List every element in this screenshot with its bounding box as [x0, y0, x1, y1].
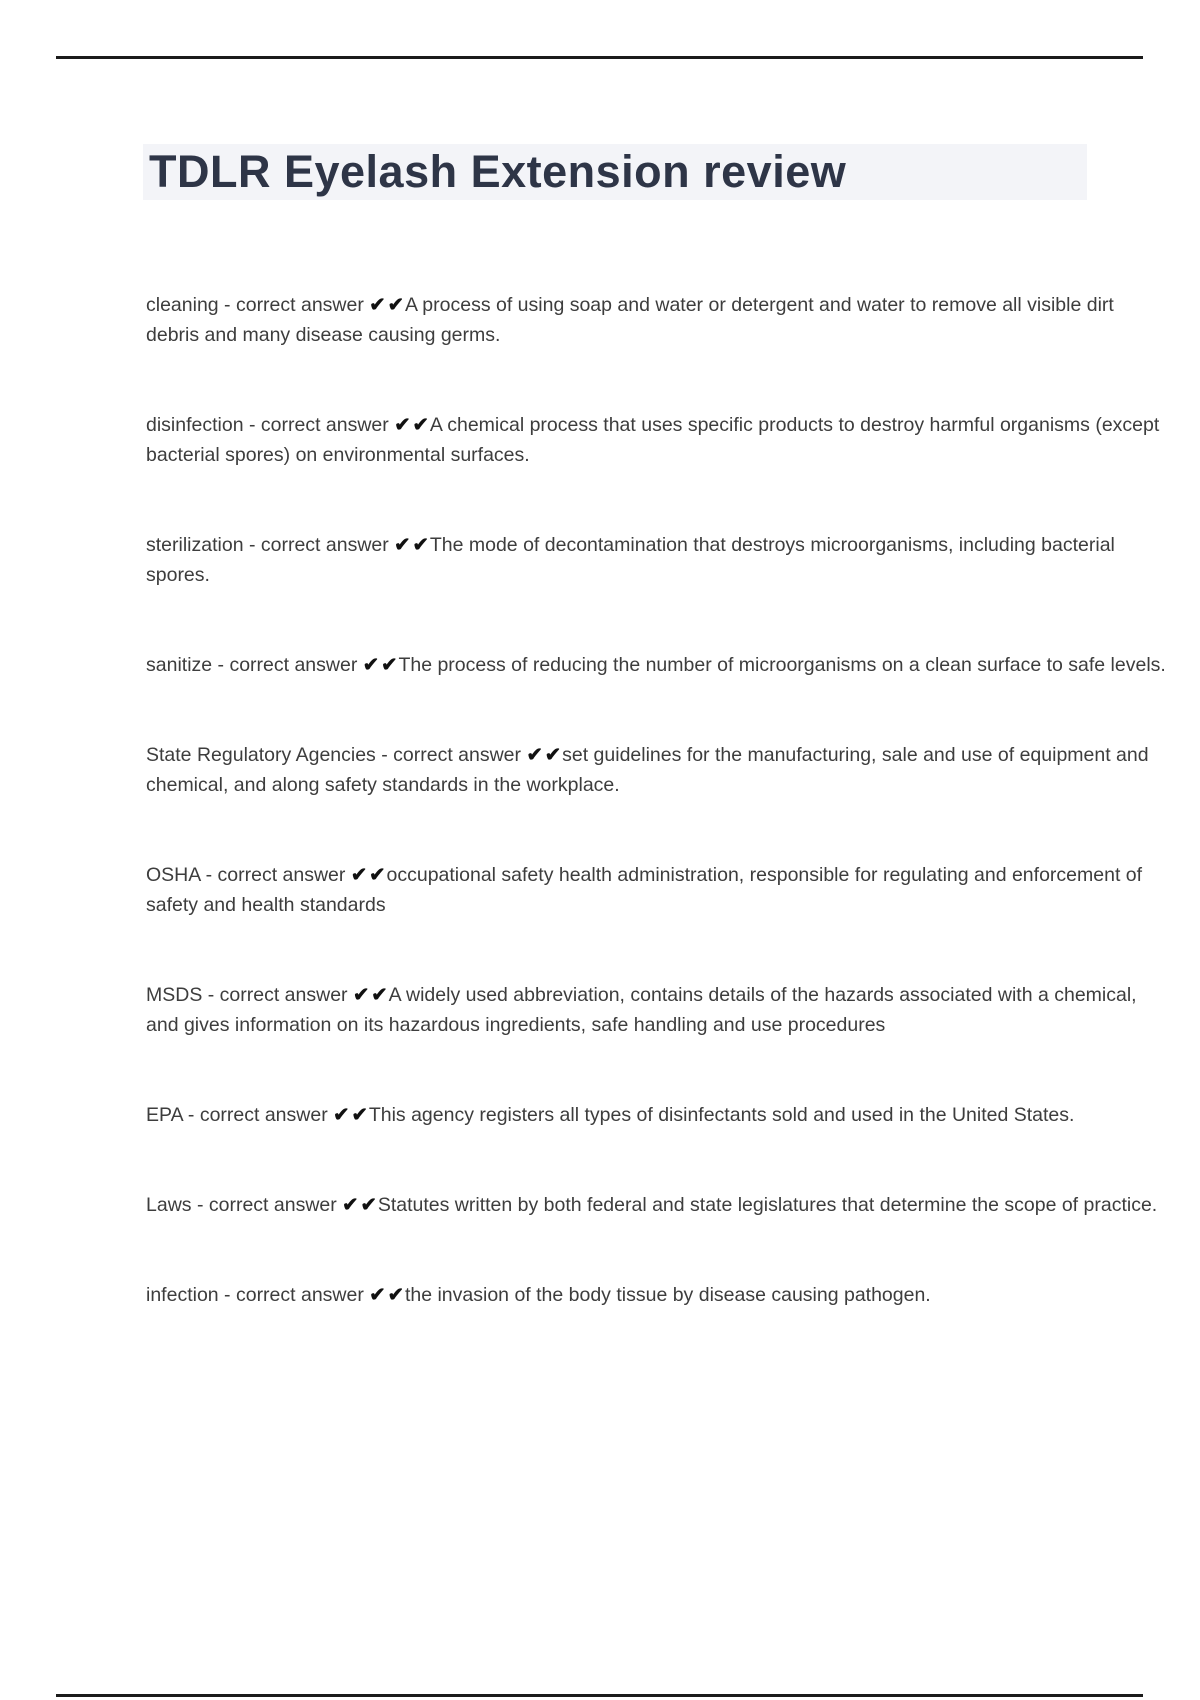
definition-text: the invasion of the body tissue by disease causing pathogen.: [404, 1284, 931, 1306]
checkmarks: ✔✔: [352, 984, 390, 1006]
qa-item: [146, 980, 1166, 1040]
definition-text: occupational safety health administration, responsible for regulating and enforcement of safety and health standards: [146, 864, 1143, 916]
term-text: OSHA: [146, 864, 201, 886]
separator-text: - correct answer: [191, 1194, 343, 1216]
checkmarks: ✔✔: [369, 1284, 406, 1306]
qa-item: [146, 860, 1166, 920]
term-text: MSDS: [146, 984, 203, 1006]
qa-item: [146, 1280, 1166, 1310]
separator-text: - correct answer: [218, 294, 370, 316]
checkmarks: ✔✔: [394, 414, 431, 436]
separator-text: - correct answer: [182, 1104, 334, 1126]
separator-text: - correct answer: [218, 1284, 370, 1306]
page-title: TDLR Eyelash Extension review: [143, 144, 1087, 200]
term-text: sanitize: [146, 654, 213, 676]
checkmarks: ✔✔: [369, 294, 406, 316]
term-text: Laws: [146, 1194, 192, 1216]
term-text: disinfection: [146, 414, 244, 436]
qa-item: [146, 530, 1166, 590]
definition-text: This agency registers all types of disinfectants sold and used in the United States.: [368, 1104, 1075, 1126]
definition-text: A chemical process that uses specific products to destroy harmful organisms (except bacterial spores) on environmental surfaces.: [146, 414, 1160, 466]
separator-text: - correct answer: [243, 534, 395, 556]
term-text: cleaning: [146, 294, 219, 316]
qa-list: [146, 290, 1166, 1370]
checkmarks: ✔✔: [333, 1104, 370, 1126]
checkmarks: ✔✔: [350, 864, 388, 886]
footer-rule: [56, 1694, 1143, 1697]
definition-text: The process of reducing the number of microorganisms on a clean surface to safe levels.: [398, 654, 1166, 676]
definition-text: A widely used abbreviation, contains details of the hazards associated with a chemical, and gives information on its hazardous ingredients, safe handling and use procedures: [146, 984, 1137, 1036]
qa-item: [146, 1190, 1166, 1220]
term-text: State Regulatory Agencies: [146, 744, 376, 766]
qa-item: [146, 410, 1166, 470]
separator-text: - correct answer: [375, 744, 527, 766]
qa-item: [146, 650, 1166, 680]
checkmarks: ✔✔: [362, 654, 400, 676]
checkmarks: ✔✔: [342, 1194, 379, 1216]
definition-text: The mode of decontamination that destroys microorganisms, including bacterial spores.: [146, 534, 1115, 586]
separator-text: - correct answer: [243, 414, 395, 436]
qa-item: [146, 740, 1166, 800]
qa-item: [146, 290, 1166, 350]
definition-text: A process of using soap and water or detergent and water to remove all visible dirt debris and many disease causing germs.: [146, 294, 1114, 346]
checkmarks: ✔✔: [394, 534, 431, 556]
term-text: infection: [146, 1284, 219, 1306]
term-text: sterilization: [146, 534, 244, 556]
separator-text: - correct answer: [202, 984, 353, 1006]
qa-item: [146, 1100, 1166, 1130]
separator-text: - correct answer: [200, 864, 351, 886]
definition-text: set guidelines for the manufacturing, sale and use of equipment and chemical, and along safety standards in the workplace.: [146, 744, 1149, 796]
header-rule: [56, 56, 1143, 59]
separator-text: - correct answer: [212, 654, 363, 676]
term-text: EPA: [146, 1104, 183, 1126]
definition-text: Statutes written by both federal and state legislatures that determine the scope of practice.: [377, 1194, 1158, 1216]
checkmarks: ✔✔: [526, 744, 564, 766]
